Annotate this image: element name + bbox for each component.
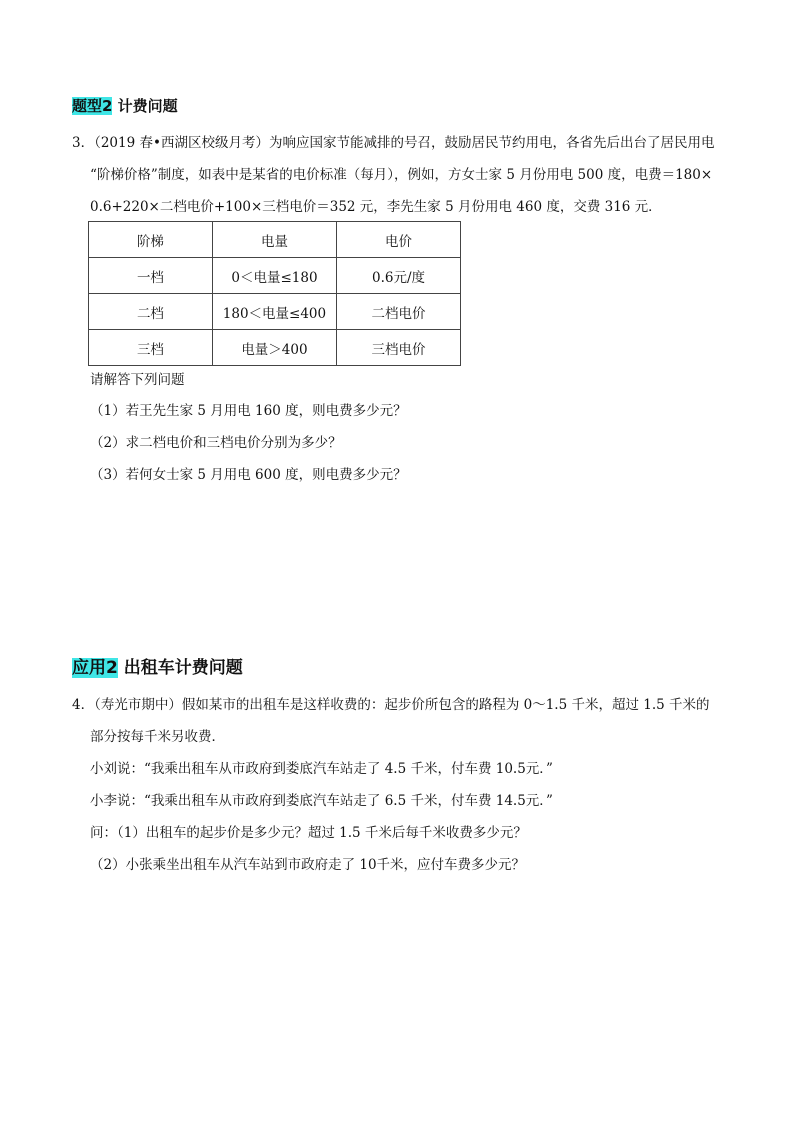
problem4-line2: 部分按每千米另收费． <box>90 729 225 745</box>
table-header-cell: 阶梯 <box>89 222 213 258</box>
problem4-line4: 小李说：“我乘出租车从市政府到娄底汽车站走了 6.5 千米，付车费 14.5元．” <box>90 793 553 809</box>
table-row <box>89 258 461 294</box>
problem3-prompt: 请解答下列问题 <box>90 372 185 388</box>
section-heading-taxi <box>72 653 243 678</box>
table-cell: 二档 <box>89 294 213 330</box>
problem3-question3: （3）若何女士家 5 月用电 600 度，则电费多少元？ <box>90 467 407 483</box>
section-tag: 应用2 <box>72 658 118 678</box>
table-cell: 三档电价 <box>337 330 461 366</box>
table-row <box>89 330 461 366</box>
problem4-line1: 4．（寿光市期中）假如某市的出租车是这样收费的：起步价所包含的路程为 0～1.5 千米，超过 1.5 千米的 <box>72 697 710 713</box>
section-title: 出租车计费问题 <box>117 658 243 678</box>
table-header-cell: 电量 <box>212 222 336 258</box>
section-tag: 题型2 <box>72 97 113 115</box>
problem4-line3: 小刘说：“我乘出租车从市政府到娄底汽车站走了 4.5 千米，付车费 10.5元．” <box>90 761 553 777</box>
table-cell: 0＜电量≤180 <box>212 258 336 294</box>
table-header-cell: 电价 <box>337 222 461 258</box>
table-cell: 0.6元/度 <box>337 258 461 294</box>
section-heading-billing <box>72 95 178 116</box>
table-header-row <box>89 222 461 258</box>
problem3-line2: “阶梯价格”制度，如表中是某省的电价标准（每月），例如，方女士家 5 月份用电 500 度，电费＝180× <box>90 167 713 183</box>
table-cell: 三档 <box>89 330 213 366</box>
problem4-question2: （2）小张乘坐出租车从汽车站到市政府走了 10千米，应付车费多少元？ <box>90 857 526 873</box>
problem4-question1: 问：（1）出租车的起步价是多少元？超过 1.5 千米后每千米收费多少元？ <box>90 825 527 841</box>
problem3-question1: （1）若王先生家 5 月用电 160 度，则电费多少元？ <box>90 403 407 419</box>
table-row <box>89 294 461 330</box>
table-cell: 180＜电量≤400 <box>212 294 336 330</box>
table-cell: 一档 <box>89 258 213 294</box>
electricity-price-table <box>88 221 461 366</box>
problem3-line1: 3．（2019 春•西湖区校级月考）为响应国家节能减排的号召，鼓励居民节约用电，各省先后出台了居民用电 <box>72 135 715 151</box>
table-cell: 电量＞400 <box>212 330 336 366</box>
problem3-question2: （2）求二档电价和三档电价分别为多少？ <box>90 435 342 451</box>
section-title: 计费问题 <box>112 97 178 115</box>
table-cell: 二档电价 <box>337 294 461 330</box>
problem3-line3: 0.6+220×二档电价+100×三档电价＝352 元，李先生家 5 月份用电 460 度，交费 316 元． <box>90 199 662 215</box>
